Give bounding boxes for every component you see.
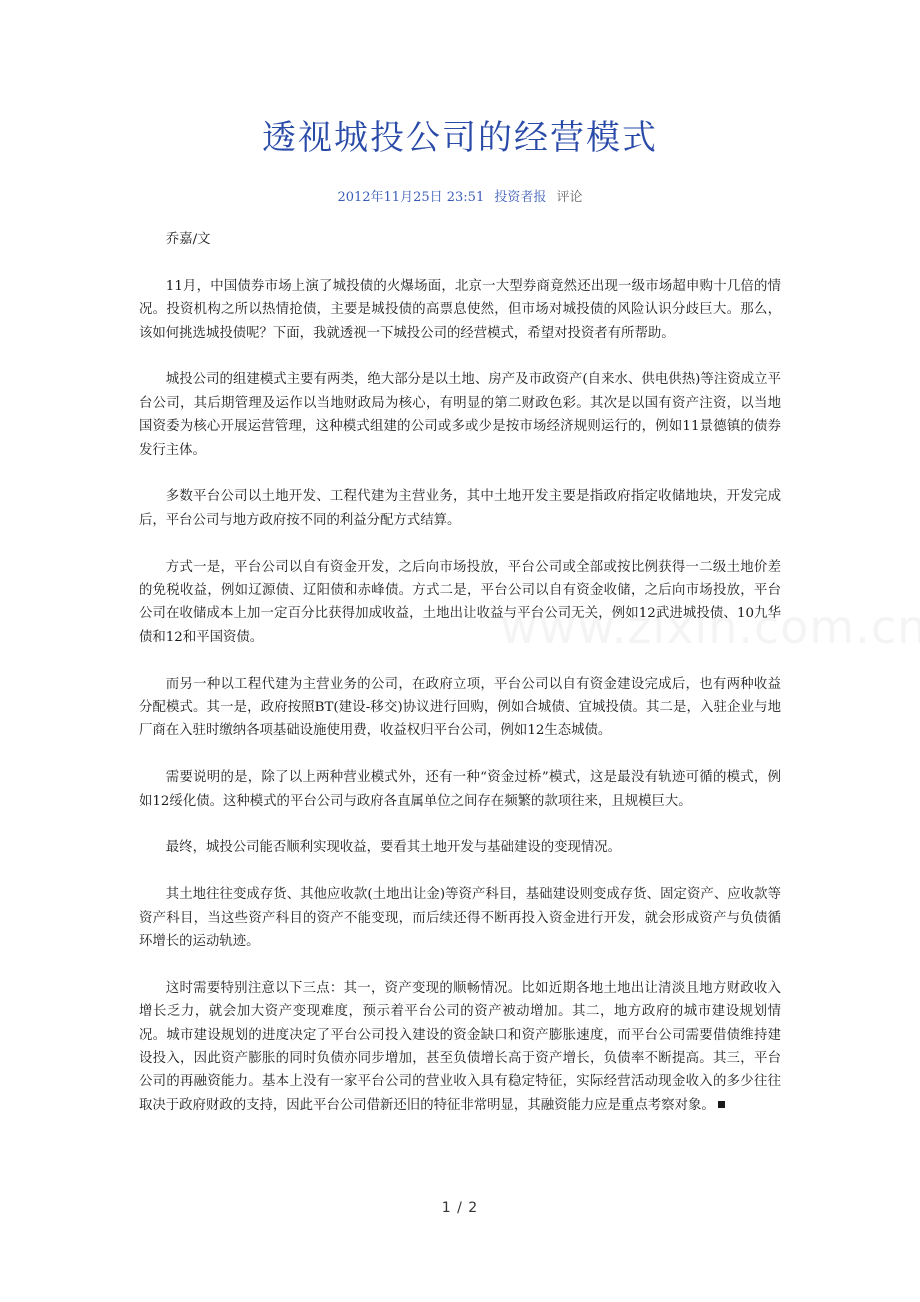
paragraph-9 (139, 977, 781, 1117)
paragraph-7: 最终，城投公司能否顺利实现收益，要看其土地开发与基础建设的变现情况。 (165, 840, 622, 856)
paragraph-5: 而另一种以工程代建为主营业务的公司，在政府立项，平台公司以自有资金建设完成后，也有两种收益分配模式。其一是，政府按照BT(建设-移交)协议进行回购，例如合城债、宜城投债。其二是，入驻企业与地厂商在入驻时缴纳各项基础设施使用费，收益权归平台公司，例如12生态城债。 (139, 676, 781, 739)
comment-link[interactable]: 评论 (556, 190, 583, 205)
page-indicator: 1 / 2 (441, 1200, 479, 1216)
paragraph-9-text: 这时需要特别注意以下三点：其一，资产变现的顺畅情况。比如近期各地土地出让清淡且地方财政收入增长乏力，就会加大资产变现难度，预示着平台公司的资产被动增加。其二，地方政府的城市建设规划情况。城市建设规划的进度决定了平台公司投入建设的资金缺口和资产膨胀速度，而平台公司需要借债维持建设投入，因此资产膨胀的同时负债亦同步增加，甚至负债增长高于资产增长，负债率不断提高。其三，平台公司的再融资能力。基本上没有一家平台公司的营业收入具有稳定特征，实际经营活动现金收入的多少往往取决于政府财政的支持，因此平台公司借新还旧的特征非常明显，其融资能力应是重点考察对象。 (139, 980, 781, 1113)
paragraph-3: 多数平台公司以土地开发、工程代建为主营业务，其中土地开发主要是指政府指定收储地块，开发完成后，平台公司与地方政府按不同的利益分配方式结算。 (139, 489, 781, 528)
paragraph-6: 需要说明的是，除了以上两种营业模式外，还有一种“资金过桥”模式，这是最没有轨迹可循的模式，例如12绥化债。这种模式的平台公司与政府各直属单位之间存在频繁的款项往来，且规模巨大。 (139, 770, 781, 809)
paragraph-8: 其土地往往变成存货、其他应收款(土地出让金)等资产科目，基础建设则变成存货、固定资产、应收款等资产科目，当这些资产科目的资产不能变现，而后续还得不断再投入资金进行开发，就会形成资产与负债循环增长的运动轨迹。 (139, 887, 781, 950)
source-link[interactable]: 投资者报 (494, 190, 547, 205)
paragraph-1: 11月，中国债券市场上演了城投债的火爆场面，北京一大型券商竟然还出现一级市场超申购十几倍的情况。投资机构之所以热情抢债，主要是城投债的高票息使然，但市场对城投债的风险认识分歧巨大。那么，该如何挑选城投债呢？下面，我就透视一下城投公司的经营模式，希望对投资者有所帮助。 (139, 278, 781, 341)
paragraph-2: 城投公司的组建模式主要有两类，绝大部分是以土地、房产及市政资产(自来水、供电供热)等注资成立平台公司，其后期管理及运作以当地财政局为核心，有明显的第二财政色彩。其次是以国有资产注资，以当地国资委为核心开展运营管理，这种模式组建的公司或多或少是按市场经济规则运行的，例如11景德镇的债券发行主体。 (139, 372, 781, 458)
author-line: 乔嘉/文 (165, 232, 211, 247)
publish-date: 2012年11月25日 23:51 (337, 190, 485, 205)
article-meta (0, 188, 920, 208)
end-of-article-icon (718, 1101, 725, 1108)
article-body (139, 228, 781, 1141)
article-title: 透视城投公司的经营模式 (262, 118, 658, 158)
paragraph-4: 方式一是，平台公司以自有资金开发，之后向市场投放，平台公司或全部或按比例获得一二级土地价差的免税收益，例如辽源债、辽阳债和赤峰债。方式二是，平台公司以自有资金收储，之后向市场投放，平台公司在收储成本上加一定百分比获得加成收益，土地出让收益与平台公司无关，例如12武进城投债、10九华债和12和平国资债。 (139, 559, 781, 645)
